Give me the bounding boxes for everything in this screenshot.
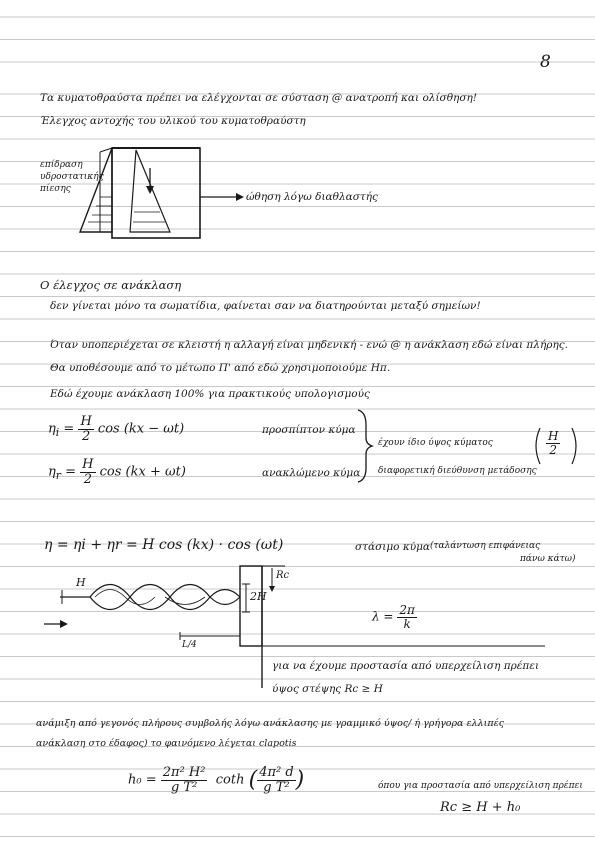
reflection-line-3: Εδώ έχουμε ανάκλαση 100% για πρακτικούς υπολογισμούς — [50, 388, 370, 400]
reflection-quote: δεν γίνεται μόνο τα σωματίδια, φαίνεται σαν να διατηρούνται μεταξύ σημείων! — [50, 300, 481, 312]
standing-wave-equation: η = ηi + ηr = H cos (kx) · cos (ωt) — [44, 537, 284, 553]
double-height-label: 2H — [250, 590, 267, 603]
clapotis-line-1: ανάμιξη από γεγονός πλήρους συμβολής λόγω ανάκλασης με γραμμικό ύψος/ ή γρήγορα ελλιπές — [36, 718, 505, 729]
half-height-fraction: $\frac{H}{2}$ — [548, 429, 559, 457]
wavelength-equation: λ = $\frac{2\pi}{k}$ — [372, 603, 415, 631]
quarter-wavelength-label: L/4 — [182, 640, 197, 650]
intro-line-1: Τα κυματοθραύστα πρέπει να ελέγχονται σε σύσταση @ ανατροπή και ολίσθηση! — [40, 92, 478, 104]
incident-wave-label: προσπίπτον κύμα — [262, 424, 356, 436]
clapotis-height-equation: h₀ = $\frac{\text{2π² H²}}{\text{g T²}}$ coth ( $\frac{\text{4π² d}}{\text{g T²}}$ ) — [128, 765, 305, 795]
reflected-wave-equation: $\eta_r$ = $\frac{H}{2}$ cos (kx + ωt) — [48, 457, 186, 487]
standing-wave-note-2: πάνω κάτω) — [520, 554, 576, 564]
overtopping-note-2: ύψος στέψης Rc ≥ H — [272, 683, 383, 695]
thrust-arrow-label: ώθηση λόγω διαθλαστής — [246, 191, 378, 203]
clapotis-freeboard-condition: Rc ≥ H + h₀ — [440, 800, 521, 815]
different-direction-note: διαφορετική διεύθυνση μετάδοσης — [378, 466, 537, 476]
overtopping-note-1: για να έχουμε προστασία από υπερχείλιση πρέπει — [272, 660, 540, 672]
clapotis-condition-note: όπου για προστασία από υπερχείλιση πρέπει — [378, 781, 583, 791]
page-number: 8 — [540, 52, 551, 72]
clapotis-line-2: ανάκλαση στο έδαφος) το φαινόμενο λέγεται clapotis — [36, 738, 297, 749]
pressure-label-3: πίεσης — [40, 184, 71, 194]
reflection-line-2: Θα υποθέσουμε από το μέτωπο Π' από εδώ χρησιμοποιούμε Ηπ. — [50, 362, 391, 374]
same-height-note: έχουν ίδιο ύψος κύματος — [378, 438, 493, 448]
crest-freeboard-label: Rc — [276, 570, 290, 581]
pressure-label-2: υδροστατικής — [40, 172, 104, 182]
reflection-heading: Ο έλεγχος σε ανάκλαση — [40, 278, 182, 292]
wave-height-label: H — [76, 576, 86, 589]
standing-wave-note: (ταλάντωση επιφάνειας — [430, 541, 541, 551]
reflection-line-1: Όταν υποπεριέχεται σε κλειστή η αλλαγή είναι μηδενική - ενώ @ η ανάκλαση εδώ είναι πλήρης. — [50, 339, 568, 351]
pressure-label-1: επίδραση — [40, 160, 83, 170]
intro-line-2: Έλεγχος αντοχής του υλικού του κυματοθραύστη — [40, 115, 306, 127]
reflected-wave-label: ανακλώμενο κύμα — [262, 467, 361, 479]
incident-wave-equation: $\eta_i$ = $\frac{H}{2}$ cos (kx − ωt) — [48, 414, 185, 444]
standing-wave-label: στάσιμο κύμα — [355, 541, 431, 553]
